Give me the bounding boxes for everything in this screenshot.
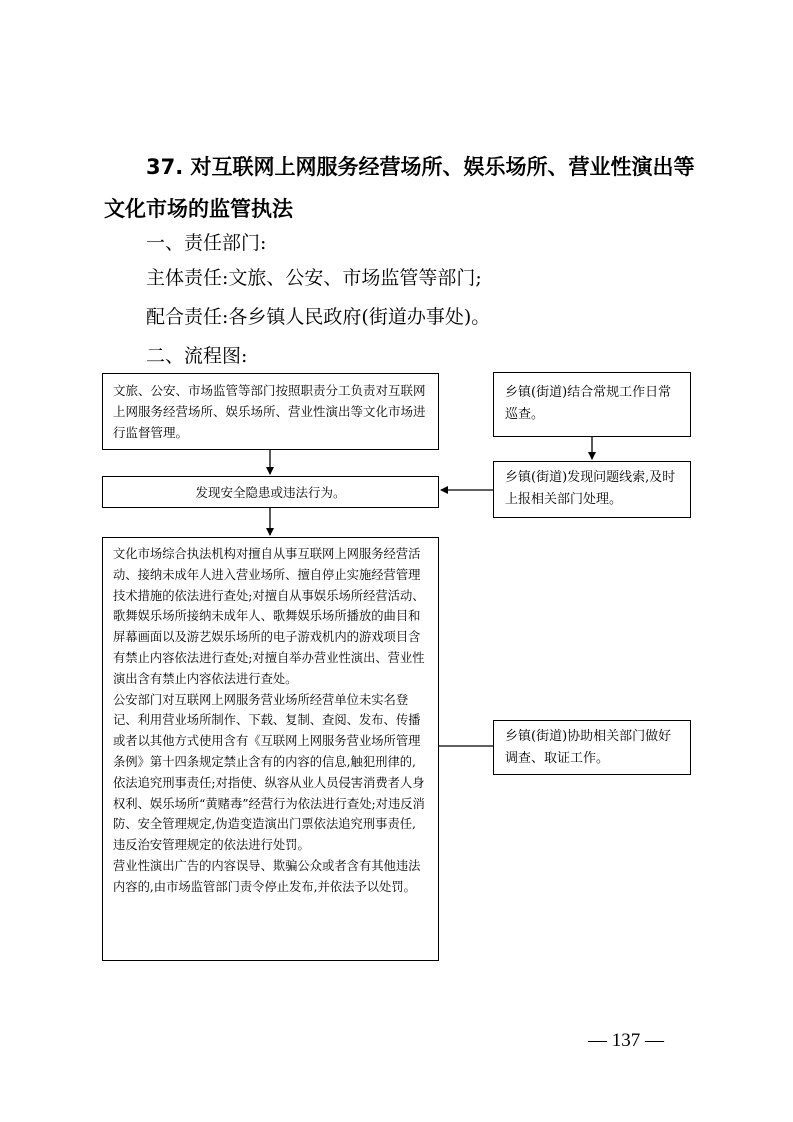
main-responsibility: 主体责任:文旅、公安、市场监管等部门; bbox=[146, 267, 482, 289]
page-number: — 137 — bbox=[588, 1030, 664, 1051]
responsibility-heading: 一、责任部门: bbox=[146, 232, 267, 254]
enforcement-paragraph: 文化市场综合执法机构对擅自从事互联网上网服务经营活动、接纳未成年人进入营业场所、擅自停止实施经营管理技术措施的依法进行查处;对擅自从事娱乐场所经营活动、歌舞娱乐场所接纳未成年人、歌舞娱乐场所播放的曲目和屏幕画面以及游艺娱乐场所的电子游戏机内的游戏项目含有禁止内容依法进行查处;对擅自举办营业性演出、营业性演出含有禁止内容依法进行查处。 bbox=[113, 547, 425, 686]
enforcement-paragraph: 公安部门对互联网上网服务营业场所经营单位未实名登记、利用营业场所制作、下载、复制、查阅、发布、传播或者以其他方式使用含有《互联网上网服务营业场所管理条例》第十四条规定禁止含有的内容的信息,触犯刑律的,依法追究刑事责任;对指使、纵容从业人员侵害消费者人身权利、娱乐场所“黄赌毒”经营行为依法进行查处;对违反消防、安全管理规定,伪造变造演出门票依法追究刑事责任,违反治安管理规定的依法进行处罚。 bbox=[113, 692, 425, 853]
flowchart-heading: 二、流程图: bbox=[146, 345, 248, 367]
box-township-assist-text: 乡镇(街道)协助相关部门做好调查、取证工作。 bbox=[505, 729, 672, 766]
enforcement-paragraph: 营业性演出广告的内容误导、欺骗公众或者含有其他违法内容的,由市场监管部门责令停止发布,并依法予以处罚。 bbox=[113, 858, 421, 894]
box-township-report bbox=[493, 461, 691, 518]
box-township-report-text: 乡镇(街道)发现问题线索,及时上报相关部门处理。 bbox=[505, 470, 676, 507]
box-supervision-duty-text: 文旅、公安、市场监管等部门按照职责分工负责对互联网上网服务经营场所、娱乐场所、营业性演出等文化市场进行监督管理。 bbox=[113, 383, 426, 440]
box-township-inspection-text: 乡镇(街道)结合常规工作日常巡查。 bbox=[505, 385, 672, 422]
document-title bbox=[104, 146, 704, 230]
box-township-assist bbox=[493, 720, 691, 775]
box-hazard-found bbox=[102, 476, 439, 508]
box-supervision-duty bbox=[102, 373, 439, 450]
box-hazard-found-text: 发现安全隐患或违法行为。 bbox=[195, 485, 346, 500]
box-township-inspection bbox=[493, 372, 691, 437]
title-line-1: 37. 对互联网上网服务经营场所、娱乐场所、营业性演出等 bbox=[146, 155, 695, 179]
box-enforcement-actions bbox=[102, 537, 439, 961]
cooperating-responsibility: 配合责任:各乡镇人民政府(街道办事处)。 bbox=[146, 306, 491, 328]
title-line-2: 文化市场的监管执法 bbox=[104, 197, 293, 221]
